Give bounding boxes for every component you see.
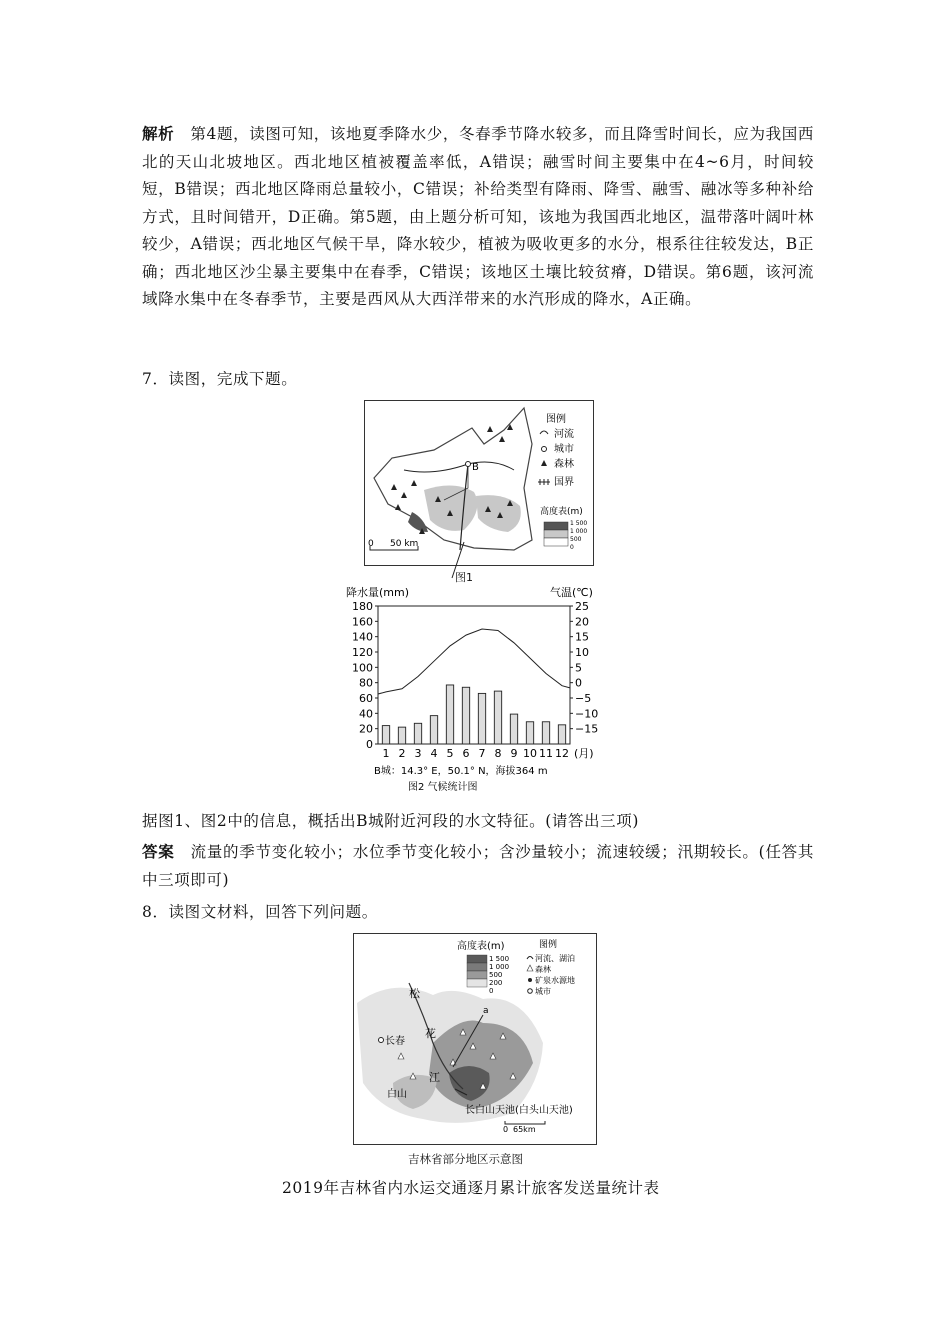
map1-height-title: 高度表(m) — [540, 507, 583, 517]
chart-xtick-label: 8 — [494, 747, 502, 760]
map2-city-changchun-marker — [379, 1038, 384, 1043]
answer-label: 答案 — [142, 843, 175, 861]
map2-height-swatch-1000 — [467, 963, 487, 971]
chart-ytick-label: 100 — [352, 661, 373, 675]
chart-y2tick-label: 0 — [575, 676, 582, 690]
chart-ytick-label: 120 — [352, 646, 373, 659]
chart-ytick-label: 160 — [352, 615, 373, 629]
chart-bar — [494, 691, 501, 744]
map2-legend-city-icon — [528, 989, 533, 994]
chart-temperature-line — [378, 629, 570, 694]
map2-label-baishan: 白山 — [387, 1089, 407, 1100]
chart-bar — [510, 714, 517, 744]
chart-y2tick-label: 10 — [575, 646, 589, 659]
analysis-text: 第4题，读图可知，该地夏季降水少，冬春季节降水较多，而且降雪时间长，应为我国西北的天山北坡地区。西北地区植被覆盖率低，A错误；融雪时间主要集中在4~6月，时间较短，B错误；西北地区降雨总量较小，C错误；补给类型有降雨、降雪、融雪、融冰等多种补给方式，且时间错开，D正确。第5题，由上题分析可知，该地为我国西北地区，温带落叶阔叶林较少，A错误；西北地区气候干旱，降水较少，植被为吸收更多的水分，根系往往较发达，B正确；西北地区沙尘暴主要集中在春季，C错误；该地区土壤比较贫瘠，D错误。第6题，该河流域降水集中在冬春季节，主要是西风从大西洋带来的水汽形成的降水，A正确。 — [142, 125, 815, 308]
map2-legend-spring-icon — [528, 978, 532, 982]
map2-scale-label: 65km — [513, 1125, 536, 1134]
map1-scale-zero: 0 — [368, 539, 374, 549]
map1-scale-label: 50 km — [390, 539, 419, 549]
q7-stem: 7．读图，完成下题。 — [142, 370, 298, 388]
map1-height-level-0: 0 — [570, 544, 574, 551]
map1-legend-item-city: 城市 — [554, 444, 574, 455]
map1-height-level-1000: 1 000 — [570, 528, 588, 535]
chart-bar — [446, 685, 453, 744]
chart-ylabel: 降水量(mm) — [346, 586, 410, 599]
map2-legend-title: 图例 — [539, 940, 558, 950]
chart-subtitle: B城：14.3° E，50.1° N，海拔364 m — [374, 766, 548, 777]
chart-bar — [398, 727, 405, 744]
map2-height-title: 高度表(m) — [457, 941, 505, 952]
chart-ytick-label: 20 — [359, 722, 373, 736]
chart-bar — [414, 723, 421, 744]
chart-xtick-label: 2 — [398, 747, 406, 760]
analysis-label: 解析 — [142, 125, 175, 143]
map1-city-b-label: B — [472, 462, 479, 473]
chart-bar — [478, 693, 485, 744]
map1-height-swatch-high — [544, 522, 568, 530]
chart-xtick-label: 5 — [446, 747, 454, 760]
map1-height-level-1500: 1 500 — [570, 520, 588, 527]
figure-1-map — [364, 400, 594, 566]
map2-legend-item-forest: 森林 — [535, 965, 551, 974]
figure-1-caption: 图1 — [455, 571, 473, 584]
map2-height-level-0: 0 — [489, 987, 494, 995]
map1-legend-item-border: 国界 — [554, 477, 574, 488]
chart-y2tick-label: −5 — [575, 692, 592, 705]
map2-label-a: a — [483, 1006, 489, 1016]
figure-1-pointer — [440, 540, 470, 580]
chart-bar — [526, 722, 533, 744]
chart-ytick-label: 140 — [352, 630, 373, 644]
map1-legend-border-icon — [538, 479, 550, 485]
chart-plot-frame — [378, 606, 570, 744]
map2-legend-item-river: 河流、湖泊 — [535, 954, 575, 963]
chart-ytick-label: 40 — [359, 707, 373, 721]
map1-height-swatch-low — [544, 538, 568, 546]
map2-label-changchun: 长春 — [385, 1036, 405, 1047]
map2-height-level-200: 200 — [489, 979, 503, 987]
map2-height-level-1000: 1 000 — [489, 963, 510, 971]
chart-bar — [558, 725, 565, 744]
map1-city-b-marker — [466, 462, 471, 467]
map2-height-swatch-500 — [467, 971, 487, 979]
map1-legend-city-icon — [542, 447, 547, 452]
q7-answer — [142, 839, 814, 894]
chart-y2tick-label: −10 — [575, 707, 599, 721]
chart-y2tick-label: 25 — [575, 600, 589, 613]
figure-3-jilin-map — [353, 933, 597, 1145]
map1-height-level-500: 500 — [570, 536, 582, 543]
chart-bar — [542, 722, 549, 744]
q7-question: 据图1、图2中的信息，概括出B城附近河段的水文特征。(请答出三项) — [142, 812, 640, 830]
chart-bar — [382, 726, 389, 744]
chart-y2label: 气温(℃) — [550, 586, 593, 599]
answer-text: 流量的季节变化较小；水位季节变化较小；含沙量较小；流速较缓；汛期较长。(任答其中三项即可) — [142, 843, 815, 889]
map2-height-level-1500: 1 500 — [489, 955, 510, 963]
map2-height-level-500: 500 — [489, 971, 503, 979]
chart-ytick-label: 0 — [366, 738, 373, 751]
chart-xtick-label: 3 — [414, 747, 422, 760]
chart-xtick-label: 4 — [430, 747, 438, 760]
map2-legend-item-city: 城市 — [535, 987, 551, 996]
chart-xtick-label: 6 — [462, 747, 470, 760]
figure-3-caption: 吉林省部分地区示意图 — [408, 1152, 523, 1166]
chart-y2tick-label: 5 — [575, 661, 582, 675]
chart-ytick-label: 60 — [359, 692, 373, 705]
chart-xtick-label: 7 — [478, 747, 486, 760]
chart-bar — [462, 687, 469, 744]
analysis-paragraph — [142, 121, 814, 314]
figure-2-climate-chart — [336, 580, 616, 794]
chart-ytick-label: 80 — [359, 676, 373, 690]
map2-legend-item-spring: 矿泉水源地 — [535, 976, 575, 985]
map1-legend-title: 图例 — [546, 414, 566, 425]
map1-height-swatch-mid — [544, 530, 568, 538]
chart-xtick-label: 10 — [523, 747, 537, 760]
q8-table-title: 2019年吉林省内水运交通逐月累计旅客发送量统计表 — [282, 1179, 660, 1197]
chart-ytick-label: 180 — [352, 600, 373, 613]
chart-bar — [430, 716, 437, 744]
chart-xtick-label: 9 — [510, 747, 518, 760]
map1-legend-item-river: 河流 — [554, 429, 574, 440]
chart-xtick-label: 11 — [539, 747, 553, 760]
chart-y2tick-label: 20 — [575, 615, 589, 629]
map2-label-hua: 花 — [425, 1027, 436, 1040]
map1-legend-item-forest: 森林 — [554, 459, 574, 470]
chart-xtick-label: 1 — [382, 747, 390, 760]
chart-xtick-label: 12 — [555, 747, 569, 760]
map2-height-swatch-1500 — [467, 955, 487, 963]
chart-xlabel: (月) — [574, 747, 594, 760]
map2-label-jiang: 江 — [429, 1071, 440, 1084]
map2-label-song: 松 — [409, 987, 420, 1000]
chart-y2tick-label: −15 — [575, 722, 599, 736]
map2-label-tianchi: 长白山天池(白头山天池) — [465, 1105, 573, 1116]
chart-y2tick-label: 15 — [575, 630, 589, 644]
map2-scale-zero: 0 — [503, 1125, 509, 1134]
q8-stem: 8．读图文材料，回答下列问题。 — [142, 903, 378, 921]
chart-title: 图2 气候统计图 — [408, 782, 478, 793]
map2-height-swatch-200 — [467, 979, 487, 987]
